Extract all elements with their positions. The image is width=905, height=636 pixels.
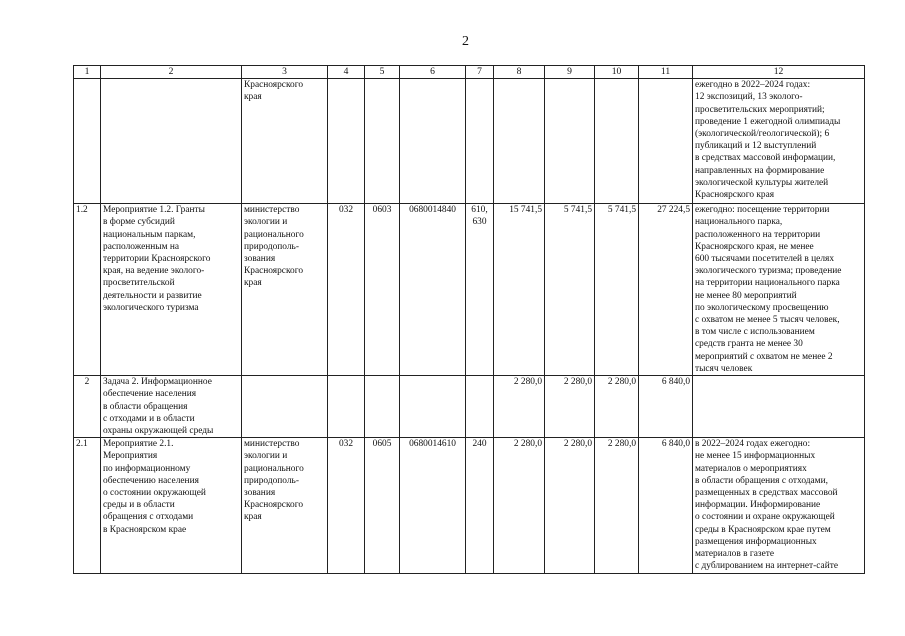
cell-rzpr: 0605: [365, 438, 400, 574]
cell-result: ежегодно: посещение территории национального парка, расположенного на территории Красноярского края, не менее 600 тысячами посетителей в целях экологического туризма; проведение на территории национального парка не менее 80 мероприятий по экологическому просвещению с охватом не менее 5 тысяч человек, в том числе с использованием средств гранта не менее 30 мероприятий с охватом не менее 2 тысяч человек: [693, 204, 865, 376]
cell-grbs: 032: [328, 438, 365, 574]
program-table: [73, 65, 865, 574]
header-cell: 2: [101, 66, 242, 79]
cell-total: 6 840,0: [639, 438, 693, 574]
cell-name: Задача 2. Информационное обеспечение населения в области обращения с отходами и в области охраны окружающей среды: [101, 376, 242, 438]
cell-amount: 2 280,0: [595, 438, 639, 574]
header-cell: 10: [595, 66, 639, 79]
cell-number: 2: [74, 376, 101, 438]
cell-amount: 5 741,5: [595, 204, 639, 376]
cell-amount: 2 280,0: [494, 438, 545, 574]
cell-result: ежегодно в 2022–2024 годах: 12 экспозиций, 13 эколого- просветительских мероприятий; проведение 1 ежегодной олимпиады (экологической/геологической); 6 публикаций и 12 выступлений в средствах массовой информации, направленных на формирование экологической культуры жителей Красноярского края: [693, 79, 865, 204]
header-cell: 1: [74, 66, 101, 79]
table-row: [74, 204, 865, 376]
cell-administrator: Красноярского края: [242, 79, 328, 204]
cell-number: 2.1: [74, 438, 101, 574]
cell-total: [639, 79, 693, 204]
cell-name: Мероприятие 1.2. Гранты в форме субсидий национальным паркам, расположенным на территории Красноярского края, на ведение эколого- просветительской деятельности и развитие экологического туризма: [101, 204, 242, 376]
cell-vr: 610, 630: [466, 204, 494, 376]
cell-amount: 15 741,5: [494, 204, 545, 376]
header-cell: 7: [466, 66, 494, 79]
cell-vr: 240: [466, 438, 494, 574]
cell-name: Мероприятие 2.1. Мероприятия по информационному обеспечению населения о состоянии окружающей среды и в области обращения с отходами в Красноярском крае: [101, 438, 242, 574]
cell-rzpr: [365, 376, 400, 438]
cell-grbs: 032: [328, 204, 365, 376]
header-cell: 4: [328, 66, 365, 79]
cell-amount: [545, 79, 595, 204]
cell-vr: [466, 79, 494, 204]
table-row: [74, 79, 865, 204]
cell-amount: 2 280,0: [545, 376, 595, 438]
header-cell: 11: [639, 66, 693, 79]
cell-vr: [466, 376, 494, 438]
page-number: 2: [462, 34, 469, 49]
header-cell: 3: [242, 66, 328, 79]
table-row: [74, 438, 865, 574]
cell-rzpr: 0603: [365, 204, 400, 376]
cell-amount: [494, 79, 545, 204]
cell-amount: 2 280,0: [595, 376, 639, 438]
cell-administrator: министерство экологии и рационального природополь- зования Красноярского края: [242, 438, 328, 574]
cell-amount: 2 280,0: [494, 376, 545, 438]
cell-administrator: министерство экологии и рационального природополь- зования Красноярского края: [242, 204, 328, 376]
cell-number: [74, 79, 101, 204]
cell-amount: 2 280,0: [545, 438, 595, 574]
cell-grbs: [328, 376, 365, 438]
header-cell: 5: [365, 66, 400, 79]
header-cell: 8: [494, 66, 545, 79]
cell-csr: 0680014610: [400, 438, 466, 574]
cell-amount: 5 741,5: [545, 204, 595, 376]
cell-csr: [400, 79, 466, 204]
header-row: [74, 66, 865, 79]
cell-number: 1.2: [74, 204, 101, 376]
header-cell: 9: [545, 66, 595, 79]
cell-total: 27 224,5: [639, 204, 693, 376]
cell-result: в 2022–2024 годах ежегодно: не менее 15 информационных материалов о мероприятиях в области обращения с отходами, размещенных в средствах массовой информации. Информирование о состоянии и охране окружающей среды в Красноярском крае путем размещения информационных материалов в газете с дублированием на интернет-сайте: [693, 438, 865, 574]
cell-administrator: [242, 376, 328, 438]
cell-grbs: [328, 79, 365, 204]
header-cell: 12: [693, 66, 865, 79]
header-cell: 6: [400, 66, 466, 79]
cell-result: [693, 376, 865, 438]
table-row: [74, 376, 865, 438]
cell-name: [101, 79, 242, 204]
cell-amount: [595, 79, 639, 204]
cell-total: 6 840,0: [639, 376, 693, 438]
cell-csr: 0680014840: [400, 204, 466, 376]
cell-rzpr: [365, 79, 400, 204]
cell-csr: [400, 376, 466, 438]
